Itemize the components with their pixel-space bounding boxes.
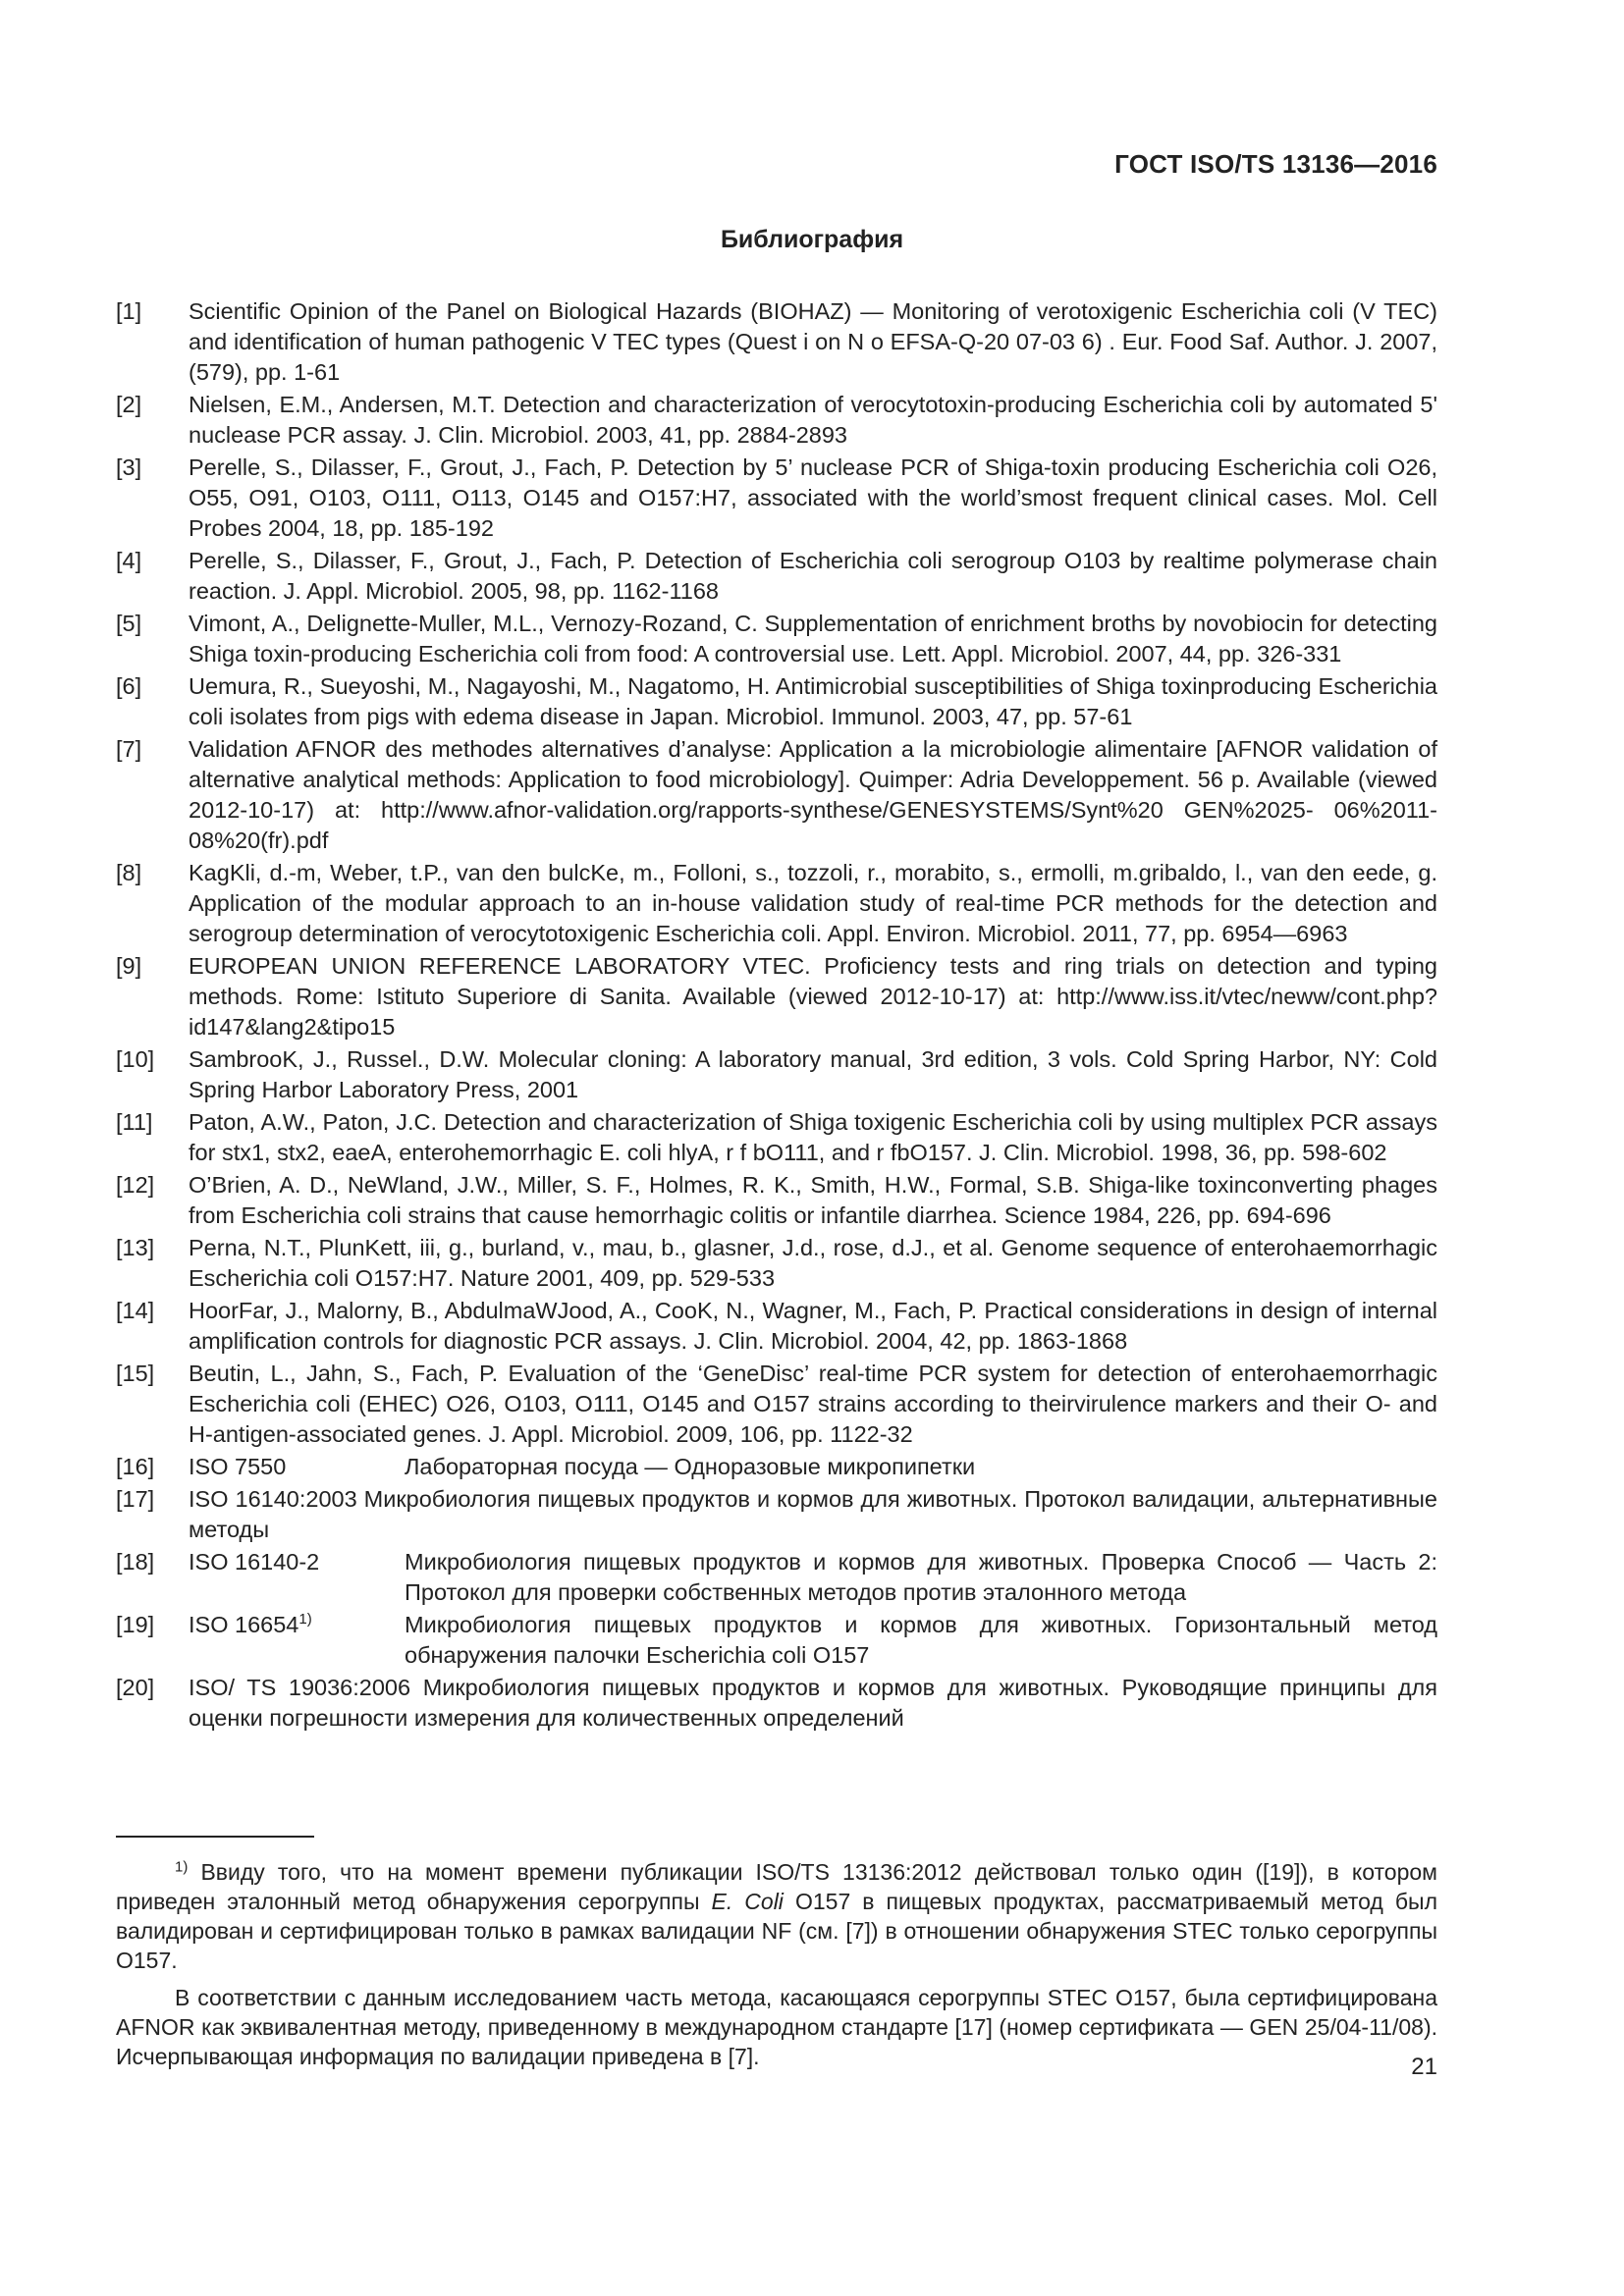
reference-item bbox=[116, 1673, 1437, 1734]
reference-text: Perelle, S., Dilasser, F., Grout, J., Fach, P. Detection by 5’ nuclease PCR of Shiga-toxin producing Escherichia coli O26, O55, O91, O103, O111, O113, O145 and O157:H7, associated with the world’smost frequent clinical cases. Mol. Cell Probes 2004, 18, pp. 185-192 bbox=[189, 454, 1437, 541]
footnote-paragraph: В соответствии с данным исследованием часть метода, касающаяся серогруппы STEC O157, была сертифицирована AFNOR как эквивалентная методу, приведенному в международном стандарте [17] (номер сертификата — GEN 25/04-11/08). Исчерпывающая информация по валидации приведена в [7]. bbox=[116, 1985, 1437, 2069]
reference-item bbox=[116, 1484, 1437, 1545]
reference-text: ISO 16140:2003 Микробиология пищевых продуктов и кормов для животных. Протокол валидации, альтернативные методы bbox=[189, 1486, 1437, 1542]
standard-code: ISO 16140-2 bbox=[189, 1549, 320, 1575]
page-title: Библиография bbox=[720, 226, 904, 253]
reference-text: KagKli, d.-m, Weber, t.P., van den bulcKe, m., Folloni, s., tozzoli, r., morabito, s., ermolli, m.gribaldo, l., van den eede, g. Application of the modular approach to an in-house validation study of real-time PCR methods for the detection and serogroup determination of verocytotoxigenic Escherichia coli. Appl. Environ. Microbiol. 2011, 77, pp. 6954—6963 bbox=[189, 860, 1437, 946]
reference-text: Perelle, S., Dilasser, F., Grout, J., Fach, P. Detection of Escherichia coli serogroup O103 by realtime polymerase chain reaction. J. Appl. Microbiol. 2005, 98, pp. 1162-1168 bbox=[189, 548, 1437, 604]
reference-text: Paton, A.W., Paton, J.C. Detection and characterization of Shiga toxigenic Escherichia coli by using multiplex PCR assays for stx1, stx2, eaeA, enterohemorrhagic E. coli hlyA, r f bO111, and r fbO157. J. Clin. Microbiol. 1998, 36, pp. 598-602 bbox=[189, 1109, 1437, 1165]
reference-number: [14] bbox=[116, 1298, 155, 1323]
reference-item bbox=[116, 1296, 1437, 1357]
reference-item bbox=[116, 453, 1437, 544]
document-designation: ГОСТ ISO/TS 13136—2016 bbox=[1114, 149, 1437, 179]
reference-number: [11] bbox=[116, 1109, 153, 1135]
reference-text: Uemura, R., Sueyoshi, M., Nagayoshi, M., Nagatomo, H. Antimicrobial susceptibilities of Shiga toxinproducing Escherichia coli isolates from pigs with edema disease in Japan. Microbiol. Immunol. 2003, 47, pp. 57-61 bbox=[189, 673, 1437, 729]
reference-item bbox=[116, 1044, 1437, 1105]
reference-number: [20] bbox=[116, 1675, 155, 1700]
reference-number: [8] bbox=[116, 860, 142, 885]
reference-text: HoorFar, J., Malorny, B., AbdulmaWJood, A., CooK, N., Wagner, M., Fach, P. Practical considerations in design of internal amplification controls for diagnostic PCR assays. J. Clin. Microbiol. 2004, 42, pp. 1863-1868 bbox=[189, 1298, 1437, 1354]
reference-item bbox=[116, 734, 1437, 856]
reference-item bbox=[116, 1233, 1437, 1294]
reference-number: [18] bbox=[116, 1549, 155, 1575]
bibliography-list bbox=[116, 296, 1437, 1735]
reference-text: ISO/ TS 19036:2006 Микробиология пищевых продуктов и кормов для животных. Руководящие принципы для оценки погрешности измерения для количественных определений bbox=[189, 1675, 1437, 1731]
reference-standard bbox=[189, 1452, 1437, 1482]
footnote-text: Ввиду того, что на момент времени публикации ISO/TS 13136:2012 действовал только один ([19]), в котором приведен эталонный метод обнаружения серогруппы bbox=[116, 1859, 1437, 1914]
reference-number: [1] bbox=[116, 298, 142, 324]
footnote-italic-term: E. Coli bbox=[711, 1889, 784, 1914]
reference-number: [17] bbox=[116, 1486, 155, 1512]
reference-standard bbox=[189, 1610, 1437, 1671]
reference-number: [7] bbox=[116, 736, 142, 762]
reference-text: EUROPEAN UNION REFERENCE LABORATORY VTEC. Proficiency tests and ring trials on detection and typing methods. Rome: Istituto Superiore di Sanita. Available (viewed 2012-10-17) at: http://www.iss.it/vtec/neww/cont.php?id147&lang2&tipo15 bbox=[189, 953, 1437, 1040]
reference-number: [5] bbox=[116, 611, 142, 636]
reference-text: Perna, N.T., PlunKett, iii, g., burland, v., mau, b., glasner, J.d., rose, d.J., et al. Genome sequence of enterohaemorrhagic Escherichia coli O157:H7. Nature 2001, 409, pp. 529-533 bbox=[189, 1235, 1437, 1291]
reference-number: [4] bbox=[116, 548, 142, 573]
reference-number: [12] bbox=[116, 1172, 155, 1198]
reference-text: Validation AFNOR des methodes alternatives d’analyse: Application a la microbiologie alimentaire [AFNOR validation of alternative analytical methods: Application to food microbiology]. Quimper: Adria Developpement. 56 p. Available (viewed 2012-10-17) at: http://www.afnor-validation.org/rapports-synthese/GENESYSTEMS/Synt%20 GEN%2025- 06%2011- 08%20(fr).pdf bbox=[189, 736, 1437, 853]
reference-number: [6] bbox=[116, 673, 142, 699]
reference-text: SambrooK, J., Russel., D.W. Molecular cloning: A laboratory manual, 3rd edition, 3 vols. Cold Spring Harbor, NY: Cold Spring Harbor Laboratory Press, 2001 bbox=[189, 1046, 1437, 1102]
reference-number: [19] bbox=[116, 1612, 155, 1637]
standard-code-with-footnote bbox=[189, 1610, 405, 1671]
reference-text: Beutin, L., Jahn, S., Fach, P. Evaluation of the ‘GeneDisc’ real-time PCR system for detection of enterohaemorrhagic Escherichia coli (EHEC) O26, O103, O111, O145 and O157 strains according to theirvirulence markers and their O- and H-antigen-associated genes. J. Appl. Microbiol. 2009, 106, pp. 1122-32 bbox=[189, 1361, 1437, 1447]
reference-item bbox=[116, 390, 1437, 451]
reference-text: Nielsen, E.M., Andersen, M.T. Detection and characterization of verocytotoxin-producing Escherichia coli by automated 5' nuclease PCR assay. J. Clin. Microbiol. 2003, 41, pp. 2884-2893 bbox=[189, 392, 1437, 448]
reference-item bbox=[116, 546, 1437, 607]
standard-title: Микробиология пищевых продуктов и кормов для животных. Горизонтальный метод обнаружения палочки Escherichia coli O157 bbox=[405, 1612, 1437, 1668]
footnotes bbox=[116, 1857, 1437, 2079]
reference-item bbox=[116, 1610, 1437, 1671]
reference-item bbox=[116, 671, 1437, 732]
standard-title: Микробиология пищевых продуктов и кормов для животных. Проверка Способ — Часть 2: Протокол для проверки собственных методов против эталонного метода bbox=[405, 1549, 1437, 1605]
reference-item bbox=[116, 1452, 1437, 1482]
reference-item bbox=[116, 609, 1437, 669]
reference-number: [13] bbox=[116, 1235, 155, 1260]
reference-text: Vimont, A., Delignette-Muller, M.L., Vernozy-Rozand, C. Supplementation of enrichment broths by novobiocin for detecting Shiga toxin-producing Escherichia coli from food: A controversial use. Lett. Appl. Microbiol. 2007, 44, pp. 326-331 bbox=[189, 611, 1437, 667]
footnote-separator bbox=[116, 1836, 314, 1838]
reference-item bbox=[116, 1170, 1437, 1231]
reference-item bbox=[116, 1107, 1437, 1168]
reference-number: [15] bbox=[116, 1361, 155, 1386]
reference-number: [2] bbox=[116, 392, 142, 417]
footnote-text: O157 в пищевых продуктах, рассматриваемый метод был валидирован и сертифицирован только в рамках валидации NF (см. [7]) в отношении обнаружения STEC только серогруппы O157. bbox=[116, 1889, 1437, 1973]
reference-number: [9] bbox=[116, 953, 142, 979]
footnote-marker: 1) bbox=[175, 1858, 189, 1876]
footnote-paragraph bbox=[116, 1857, 1437, 1975]
reference-text: O’Brien, A. D., NeWland, J.W., Miller, S. F., Holmes, R. K., Smith, H.W., Formal, S.B. Shiga-like toxinconverting phages from Escherichia coli strains that cause hemorrhagic colitis or infantile diarrhea. Science 1984, 226, pp. 694-696 bbox=[189, 1172, 1437, 1228]
standard-code: ISO 7550 bbox=[189, 1454, 287, 1479]
reference-item bbox=[116, 951, 1437, 1042]
reference-item bbox=[116, 1359, 1437, 1450]
page-number: 21 bbox=[1411, 2054, 1437, 2080]
reference-text: Scientific Opinion of the Panel on Biological Hazards (BIOHAZ) — Monitoring of verotoxigenic Escherichia coli (V TEC) and identification of human pathogenic V TEC types (Quest i on N o EFSA-Q-20 07-03 6) . Eur. Food Saf. Author. J. 2007, (579), pp. 1-61 bbox=[189, 298, 1437, 385]
reference-item bbox=[116, 1547, 1437, 1608]
reference-number: [10] bbox=[116, 1046, 155, 1072]
standard-code: ISO 16654 bbox=[189, 1612, 299, 1637]
reference-number: [16] bbox=[116, 1454, 155, 1479]
reference-item bbox=[116, 296, 1437, 388]
standard-title: Лабораторная посуда — Одноразовые микропипетки bbox=[405, 1454, 976, 1479]
reference-item bbox=[116, 858, 1437, 949]
reference-number: [3] bbox=[116, 454, 142, 480]
reference-standard bbox=[189, 1547, 1437, 1608]
footnote-marker: 1) bbox=[298, 1611, 312, 1629]
